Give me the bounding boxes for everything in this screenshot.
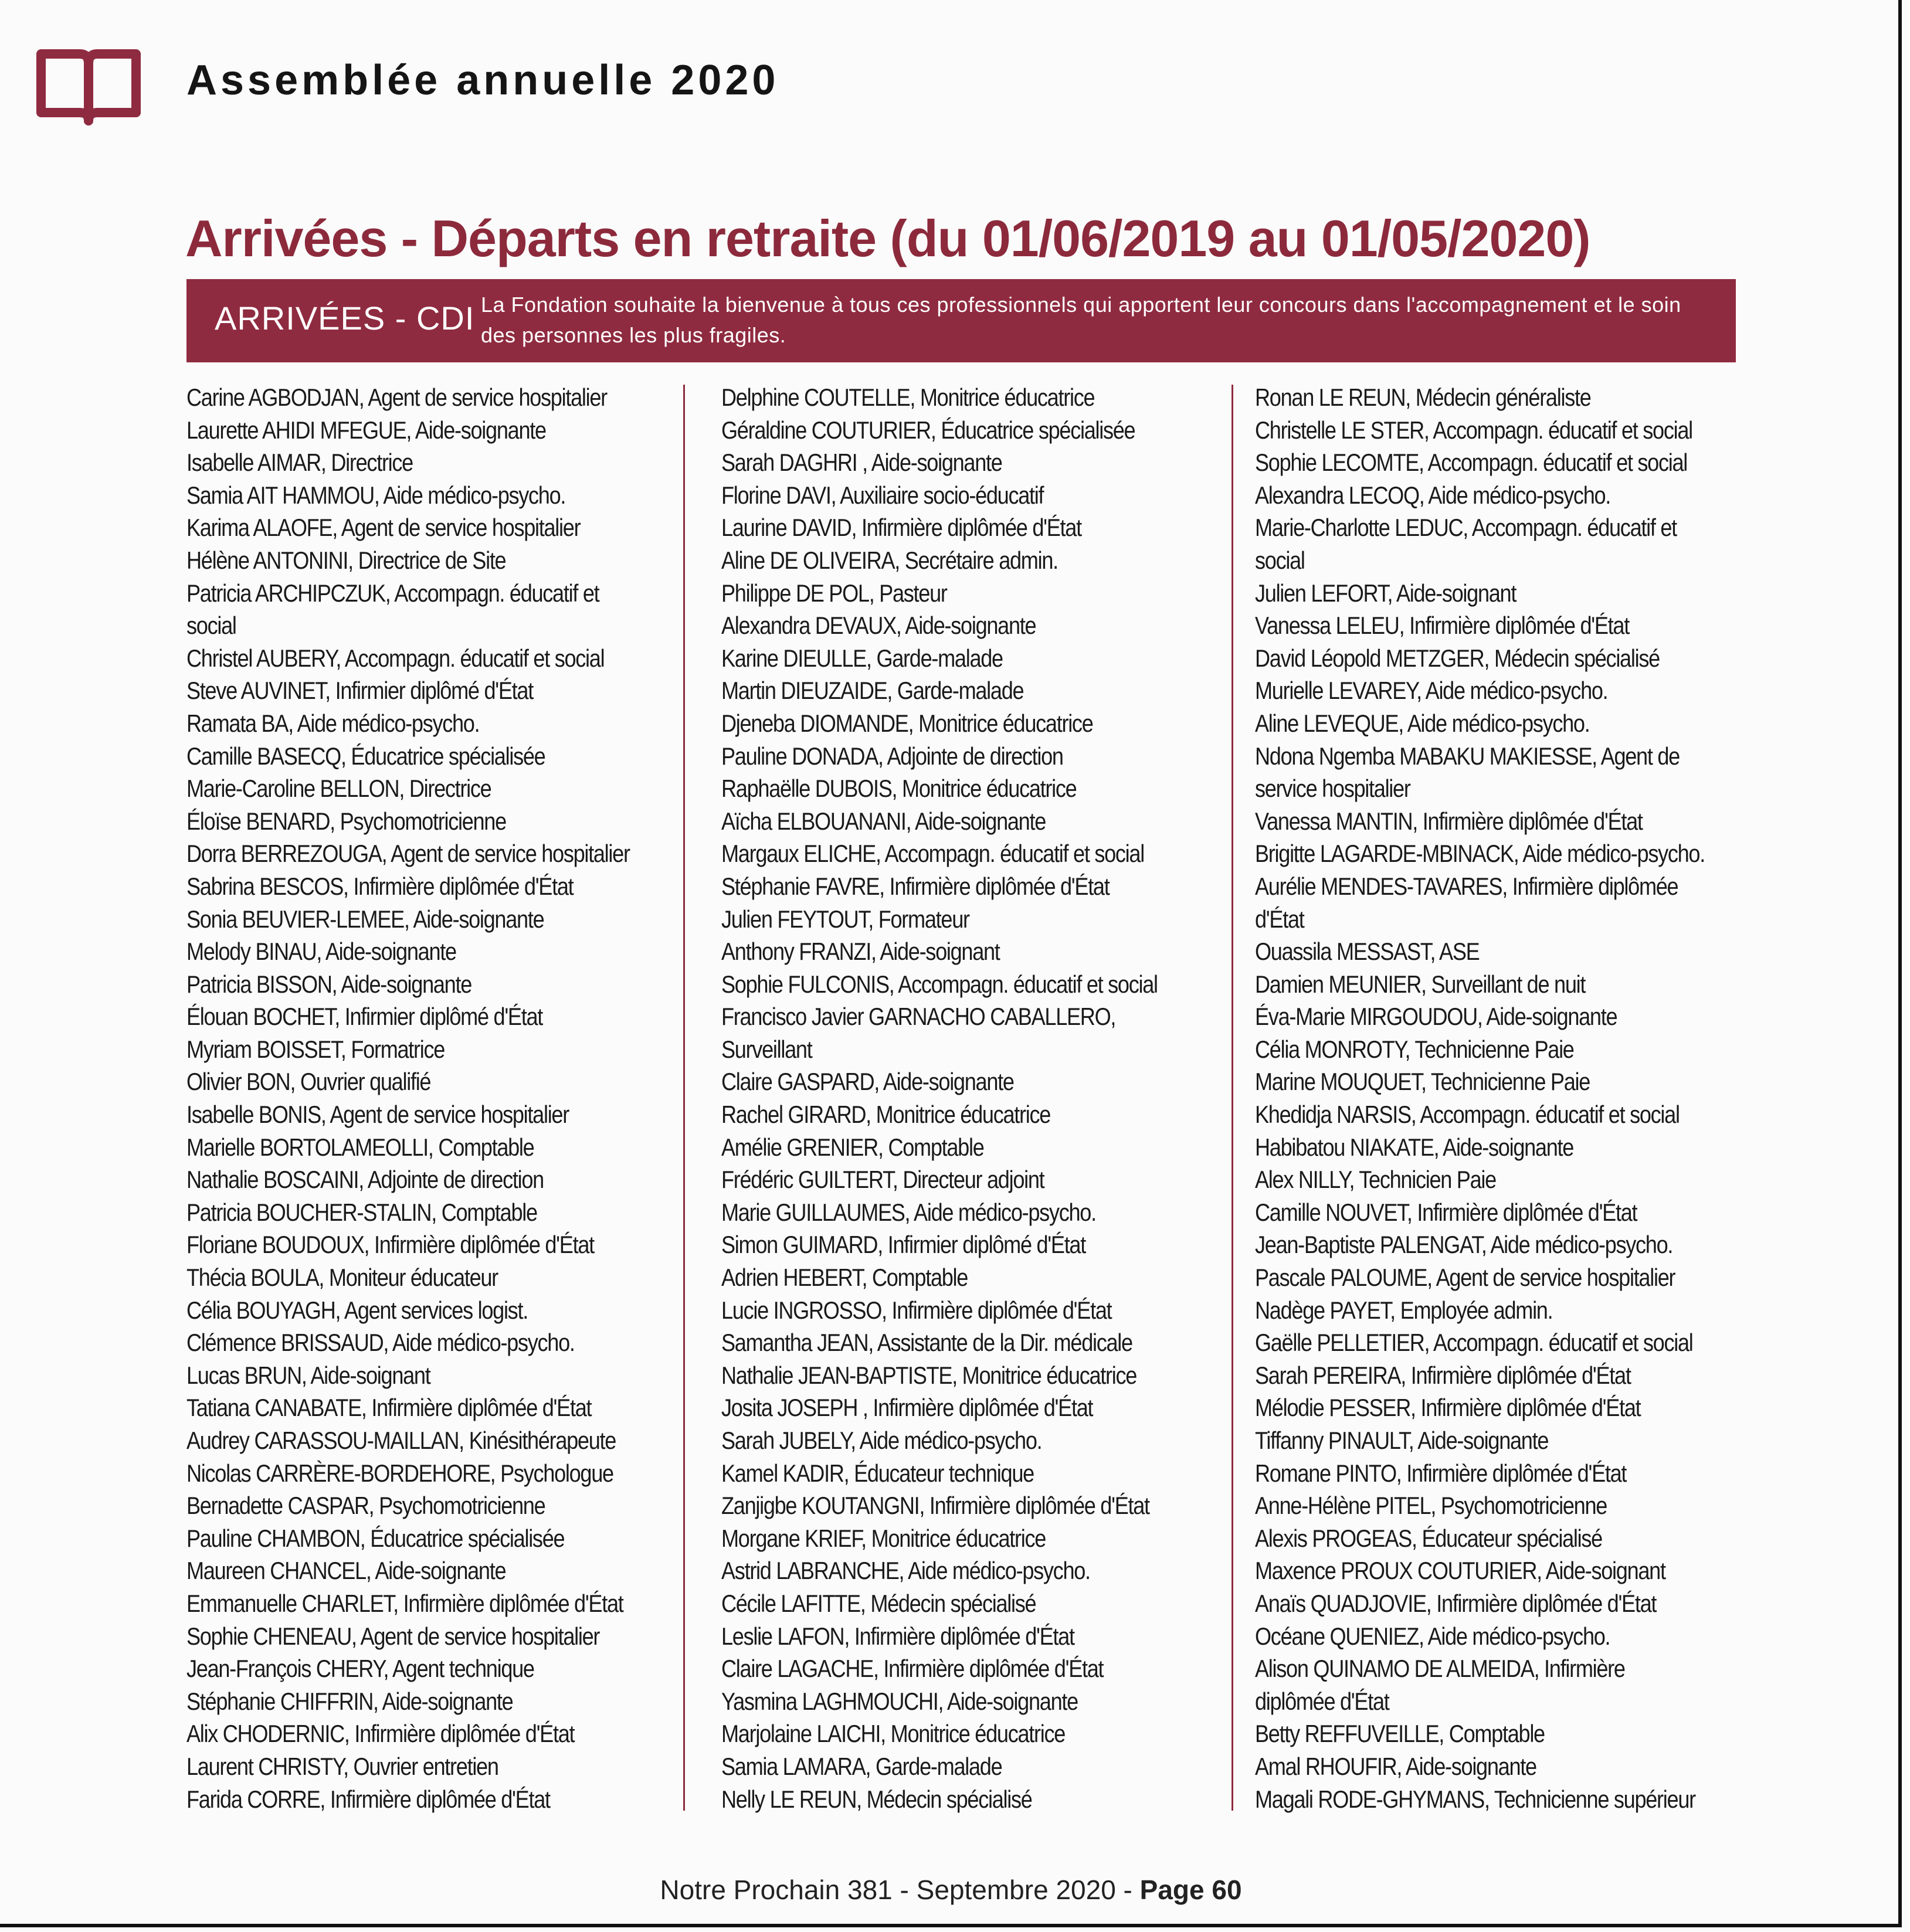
list-item — [721, 1163, 1208, 1196]
list-item — [1255, 1783, 1748, 1816]
names-column-3 — [1255, 381, 1748, 1815]
list-item-text: Jean-Baptiste PALENGAT, Aide médico-psycho. — [1255, 1231, 1673, 1259]
list-item-text: Cécile LAFITTE, Médecin spécialisé — [721, 1589, 1036, 1617]
list-item — [186, 935, 673, 968]
page-number: Page 60 — [1139, 1875, 1242, 1905]
list-item — [186, 544, 673, 577]
list-item-text: Anaïs QUADJOVIE, Infirmière diplômée d'État — [1255, 1589, 1657, 1617]
list-item-text: Lucie INGROSSO, Infirmière diplômée d'État — [721, 1296, 1112, 1324]
names-column-1 — [186, 381, 673, 1815]
list-item-text: Dorra BERREZOUGA, Agent de service hospitalier — [186, 840, 630, 868]
list-item-text: Rachel GIRARD, Monitrice éducatrice — [721, 1101, 1051, 1129]
list-item-text: Maxence PROUX COUTURIER, Aide-soignant — [1255, 1557, 1665, 1585]
list-item — [1255, 968, 1748, 1001]
list-item — [721, 1000, 1208, 1065]
list-item — [1255, 414, 1748, 447]
list-item-text: Camille BASECQ, Éducatrice spécialisée — [186, 742, 545, 770]
list-item — [721, 1685, 1208, 1718]
list-item-text: Stéphanie FAVRE, Infirmière diplômée d'État — [721, 872, 1110, 900]
list-item — [186, 1522, 673, 1555]
list-item-text: Zanjigbe KOUTANGNI, Infirmière diplômée d'État — [721, 1492, 1149, 1520]
list-item-text: Camille NOUVET, Infirmière diplômée d'État — [1255, 1198, 1637, 1226]
list-item-text: Pauline CHAMBON, Éducatrice spécialisée — [186, 1524, 565, 1552]
list-item — [186, 1131, 673, 1164]
list-item — [721, 870, 1208, 903]
list-item-text: Alexis PROGEAS, Éducateur spécialisé — [1255, 1524, 1602, 1552]
list-item — [186, 968, 673, 1001]
list-item-text: Habibatou NIAKATE, Aide-soignante — [1255, 1133, 1574, 1161]
list-item-text: Brigitte LAGARDE-MBINACK, Aide médico-psycho. — [1255, 840, 1705, 868]
list-item — [186, 740, 673, 773]
list-item-text: Betty REFFUVEILLE, Comptable — [1255, 1720, 1545, 1748]
footer-text: Notre Prochain 381 - Septembre 2020 - — [660, 1875, 1140, 1905]
list-item — [721, 935, 1208, 968]
list-item-text: Pauline DONADA, Adjointe de direction — [721, 742, 1063, 770]
list-item — [721, 903, 1208, 936]
list-item-text: Patricia BISSON, Aide-soignante — [186, 970, 472, 998]
list-item — [721, 805, 1208, 838]
list-item — [721, 1228, 1208, 1261]
list-item — [1255, 577, 1748, 610]
list-item — [721, 1489, 1208, 1522]
list-item — [721, 772, 1208, 805]
list-item — [1255, 1294, 1748, 1327]
list-item — [721, 511, 1208, 544]
list-item-text: Karine DIEULLE, Garde-malade — [721, 644, 1003, 672]
list-item-text: Laurette AHIDI MFEGUE, Aide-soignante — [186, 416, 546, 444]
list-item-text: Frédéric GUILTERT, Directeur adjoint — [721, 1166, 1044, 1194]
list-item-text: Olivier BON, Ouvrier qualifié — [186, 1068, 431, 1096]
list-item — [1255, 1065, 1748, 1098]
list-item-text: Kamel KADIR, Éducateur technique — [721, 1459, 1034, 1487]
list-item — [721, 381, 1208, 414]
list-item — [721, 1065, 1208, 1098]
list-item-text: Claire LAGACHE, Infirmière diplômée d'État — [721, 1655, 1104, 1683]
list-item — [186, 1000, 673, 1033]
list-item-text: Anne-Hélène PITEL, Psychomotricienne — [1255, 1492, 1607, 1520]
list-item-text: Clémence BRISSAUD, Aide médico-psycho. — [186, 1329, 575, 1357]
list-item-text: Vanessa LELEU, Infirmière diplômée d'État — [1255, 612, 1629, 640]
list-item — [186, 642, 673, 675]
list-item — [721, 544, 1208, 577]
list-item-text: Alex NILLY, Technicien Paie — [1255, 1166, 1496, 1194]
list-item-text: Simon GUIMARD, Infirmier diplômé d'État — [721, 1231, 1085, 1259]
list-item — [721, 740, 1208, 773]
list-item — [721, 1652, 1208, 1685]
list-item — [1255, 1163, 1748, 1196]
list-item — [721, 968, 1208, 1001]
list-item — [1255, 1554, 1748, 1587]
list-item-text: Sophie FULCONIS, Accompagn. éducatif et social — [721, 970, 1158, 998]
list-item-text: Damien MEUNIER, Surveillant de nuit — [1255, 970, 1586, 998]
list-item — [721, 1098, 1208, 1131]
list-item-text: Thécia BOULA, Moniteur éducateur — [186, 1264, 498, 1292]
list-item — [1255, 1717, 1748, 1750]
list-item — [1255, 1489, 1748, 1522]
list-item — [1255, 837, 1748, 870]
list-item-text: Surveillant — [721, 1035, 812, 1063]
list-item — [1255, 1391, 1748, 1424]
list-item — [721, 1717, 1208, 1750]
list-item-text: Vanessa MANTIN, Infirmière diplômée d'État — [1255, 807, 1643, 835]
list-item-text: Marielle BORTOLAMEOLLI, Comptable — [186, 1133, 534, 1161]
list-item-text: Jean-François CHERY, Agent technique — [186, 1655, 534, 1683]
list-item-text: Magali RODE-GHYMANS, Technicienne supérieur — [1255, 1785, 1695, 1813]
list-item-text: Laurine DAVID, Infirmière diplômée d'État — [721, 514, 1081, 542]
list-item — [721, 1750, 1208, 1783]
list-item — [1255, 1326, 1748, 1359]
list-item — [721, 1359, 1208, 1392]
list-item — [1255, 511, 1748, 576]
list-item — [1255, 1457, 1748, 1490]
list-item-text: Raphaëlle DUBOIS, Monitrice éducatrice — [721, 775, 1077, 803]
list-item-text: Audrey CARASSOU-MAILLAN, Kinésithérapeute — [186, 1427, 616, 1454]
list-item-text: Ronan LE REUN, Médecin généraliste — [1255, 383, 1591, 411]
list-item — [186, 1098, 673, 1131]
list-item-text: Alexandra LECOQ, Aide médico-psycho. — [1255, 481, 1611, 509]
list-item — [721, 577, 1208, 610]
list-item-text: Samia LAMARA, Garde-malade — [721, 1752, 1002, 1780]
list-item-text: Farida CORRE, Infirmière diplômée d'État — [186, 1785, 550, 1813]
list-item-text: Élouan BOCHET, Infirmier diplômé d'État — [186, 1003, 543, 1031]
list-item-text: Leslie LAFON, Infirmière diplômée d'État — [721, 1622, 1074, 1650]
list-item-text: Christelle LE STER, Accompagn. éducatif et social — [1255, 416, 1692, 444]
list-item-text: Aurélie MENDES-TAVARES, Infirmière diplômée — [1255, 872, 1678, 900]
list-item-text: Francisco Javier GARNACHO CABALLERO, — [721, 1003, 1116, 1031]
column-divider — [683, 385, 685, 1811]
list-item-text: Bernadette CASPAR, Psychomotricienne — [186, 1492, 545, 1520]
list-item-text: Aline DE OLIVEIRA, Secrétaire admin. — [721, 546, 1058, 574]
list-item-text: Samantha JEAN, Assistante de la Dir. médicale — [721, 1329, 1132, 1357]
list-item-text: Patricia BOUCHER-STALIN, Comptable — [186, 1198, 537, 1226]
names-column-2 — [721, 381, 1208, 1815]
page-footer — [0, 1874, 1902, 1906]
list-item-text: Patricia ARCHIPCZUK, Accompagn. éducatif et — [186, 579, 599, 607]
list-item — [186, 1424, 673, 1457]
list-item — [186, 674, 673, 707]
list-item-text: Ouassila MESSAST, ASE — [1255, 938, 1480, 966]
list-item — [186, 707, 673, 740]
list-item-text: Éloïse BENARD, Psychomotricienne — [186, 807, 506, 835]
list-item — [186, 1554, 673, 1587]
list-item-text: Géraldine COUTURIER, Éducatrice spécialisée — [721, 416, 1135, 444]
list-item-text: Florine DAVI, Auxiliaire socio-éducatif — [721, 481, 1044, 509]
list-item-text: Carine AGBODJAN, Agent de service hospitalier — [186, 383, 607, 411]
list-item-text: Claire GASPARD, Aide-soignante — [721, 1068, 1014, 1096]
banner-text: La Fondation souhaite la bienvenue à tous ces professionnels qui apportent leur concours dans l'accompagnement et le soin des personnes les plus fragiles. — [481, 293, 1681, 347]
list-item-text: Alix CHODERNIC, Infirmière diplômée d'État — [186, 1720, 575, 1748]
list-item — [721, 1587, 1208, 1620]
list-item-text: Pascale PALOUME, Agent de service hospitalier — [1255, 1264, 1675, 1292]
list-item-text: Christel AUBERY, Accompagn. éducatif et social — [186, 644, 605, 672]
list-item — [1255, 381, 1748, 414]
list-item — [1255, 1228, 1748, 1261]
column-divider — [1232, 385, 1233, 1811]
list-item — [1255, 1424, 1748, 1457]
list-item — [1255, 707, 1748, 740]
list-item — [186, 1033, 673, 1066]
list-item — [1255, 1359, 1748, 1392]
list-item — [1255, 935, 1748, 968]
list-item-text: Sonia BEUVIER-LEMEE, Aide-soignante — [186, 905, 544, 933]
list-item — [1255, 479, 1748, 512]
list-item — [721, 1294, 1208, 1327]
list-item — [186, 414, 673, 447]
list-item-text: Khedidja NARSIS, Accompagn. éducatif et social — [1255, 1101, 1680, 1129]
list-item-text: Tatiana CANABATE, Infirmière diplômée d'État — [186, 1394, 592, 1422]
list-item — [186, 1391, 673, 1424]
list-item-text: Lucas BRUN, Aide-soignant — [186, 1361, 430, 1389]
list-item — [721, 1261, 1208, 1294]
list-item-text: Laurent CHRISTY, Ouvrier entretien — [186, 1752, 498, 1780]
list-item-text: Nathalie BOSCAINI, Adjointe de direction — [186, 1166, 544, 1194]
list-item — [721, 479, 1208, 512]
list-item — [186, 1750, 673, 1783]
list-item-text: social — [186, 612, 236, 640]
list-item-text: Célia MONROTY, Technicienne Paie — [1255, 1035, 1574, 1063]
list-item-text: Nicolas CARRÈRE-BORDEHORE, Psychologue — [186, 1459, 613, 1487]
list-item — [721, 707, 1208, 740]
list-item — [186, 870, 673, 903]
list-item — [186, 772, 673, 805]
list-item — [1255, 446, 1748, 479]
list-item — [721, 1196, 1208, 1229]
list-item — [1255, 1587, 1748, 1620]
list-item — [186, 903, 673, 936]
list-item-text: Steve AUVINET, Infirmier diplômé d'État — [186, 677, 533, 705]
list-item-text: Djeneba DIOMANDE, Monitrice éducatrice — [721, 709, 1093, 737]
list-item — [1255, 805, 1748, 838]
header-title: Assemblée annuelle 2020 — [186, 57, 779, 104]
list-item-text: d'État — [1255, 905, 1304, 933]
list-item-text: Alexandra DEVAUX, Aide-soignante — [721, 612, 1036, 640]
list-item-text: Gaëlle PELLETIER, Accompagn. éducatif et social — [1255, 1329, 1693, 1357]
list-item-text: Astrid LABRANCHE, Aide médico-psycho. — [721, 1557, 1090, 1585]
list-item — [186, 1163, 673, 1196]
list-item-text: diplômée d'État — [1255, 1687, 1389, 1715]
list-item — [721, 1620, 1208, 1653]
list-item — [186, 1457, 673, 1490]
list-item — [1255, 870, 1748, 935]
list-item-text: Isabelle AIMAR, Directrice — [186, 449, 413, 477]
list-item-text: Emmanuelle CHARLET, Infirmière diplômée d'État — [186, 1589, 623, 1617]
list-item-text: Julien LEFORT, Aide-soignant — [1255, 579, 1517, 607]
list-item-text: Delphine COUTELLE, Monitrice éducatrice — [721, 383, 1095, 411]
list-item-text: Aïcha ELBOUANANI, Aide-soignante — [721, 807, 1046, 835]
list-item-text: Samia AIT HAMMOU, Aide médico-psycho. — [186, 481, 566, 509]
list-item — [186, 577, 673, 642]
list-item-text: Martin DIEUZAIDE, Garde-malade — [721, 677, 1024, 705]
list-item-text: Amal RHOUFIR, Aide-soignante — [1255, 1752, 1536, 1780]
list-item — [186, 1228, 673, 1261]
list-item — [186, 1196, 673, 1229]
list-item — [721, 642, 1208, 675]
list-item — [186, 1261, 673, 1294]
list-item-text: Nadège PAYET, Employée admin. — [1255, 1296, 1553, 1324]
list-item-text: Sophie CHENEAU, Agent de service hospitalier — [186, 1622, 600, 1650]
list-item-text: Yasmina LAGHMOUCHI, Aide-soignante — [721, 1687, 1078, 1715]
list-item — [186, 1652, 673, 1685]
list-item — [721, 609, 1208, 642]
list-item — [1255, 1750, 1748, 1783]
list-item — [1255, 1620, 1748, 1653]
list-item — [186, 1685, 673, 1718]
list-item — [1255, 1522, 1748, 1555]
list-item-text: Tiffanny PINAULT, Aide-soignante — [1255, 1427, 1549, 1454]
list-item-text: Sabrina BESCOS, Infirmière diplômée d'État — [186, 872, 574, 900]
list-item-text: Marjolaine LAICHI, Monitrice éducatrice — [721, 1720, 1066, 1748]
list-item — [721, 1391, 1208, 1424]
list-item-text: Éva-Marie MIRGOUDOU, Aide-soignante — [1255, 1003, 1617, 1031]
list-item — [186, 805, 673, 838]
list-item-text: Margaux ELICHE, Accompagn. éducatif et social — [721, 840, 1144, 868]
list-item-text: Ndona Ngemba MABAKU MAKIESSE, Agent de — [1255, 742, 1680, 770]
list-item — [186, 837, 673, 870]
list-item-text: Myriam BOISSET, Formatrice — [186, 1035, 445, 1063]
list-item-text: Adrien HEBERT, Comptable — [721, 1264, 968, 1292]
list-item — [1255, 740, 1748, 805]
list-item — [721, 446, 1208, 479]
list-item — [721, 674, 1208, 707]
list-item-text: Stéphanie CHIFFRIN, Aide-soignante — [186, 1687, 513, 1715]
list-item — [186, 1717, 673, 1750]
list-item — [1255, 1131, 1748, 1164]
list-item — [721, 1424, 1208, 1457]
list-item-text: Anthony FRANZI, Aide-soignant — [721, 938, 1000, 966]
list-item — [186, 479, 673, 512]
list-item-text: Célia BOUYAGH, Agent services logist. — [186, 1296, 528, 1324]
list-item-text: Nathalie JEAN-BAPTISTE, Monitrice éducatrice — [721, 1361, 1137, 1389]
list-item — [186, 1620, 673, 1653]
list-item — [186, 381, 673, 414]
list-item-text: Mélodie PESSER, Infirmière diplômée d'État — [1255, 1394, 1641, 1422]
list-item — [721, 1326, 1208, 1359]
list-item-text: David Léopold METZGER, Médecin spécialisé — [1255, 644, 1660, 672]
list-item-text: Marie GUILLAUMES, Aide médico-psycho. — [721, 1198, 1096, 1226]
list-item-text: Sarah JUBELY, Aide médico-psycho. — [721, 1427, 1042, 1454]
list-item-text: Marine MOUQUET, Technicienne Paie — [1255, 1068, 1590, 1096]
list-item-text: Hélène ANTONINI, Directrice de Site — [186, 546, 506, 574]
list-item-text: service hospitalier — [1255, 775, 1410, 803]
list-item — [1255, 609, 1748, 642]
list-item — [1255, 1033, 1748, 1066]
list-item — [1255, 674, 1748, 707]
list-item — [721, 1457, 1208, 1490]
list-item — [186, 1489, 673, 1522]
list-item — [721, 1783, 1208, 1816]
list-item-text: Nelly LE REUN, Médecin spécialisé — [721, 1785, 1032, 1813]
list-item-text: Sarah DAGHRI , Aide-soignante — [721, 449, 1002, 477]
banner-label: ARRIVÉES - CDI — [215, 300, 475, 337]
arrivals-banner — [186, 279, 1736, 362]
list-item — [1255, 642, 1748, 675]
list-item — [186, 1065, 673, 1098]
list-item — [721, 837, 1208, 870]
list-item-text: Marie-Charlotte LEDUC, Accompagn. éducatif et — [1255, 514, 1677, 542]
list-item-text: Aline LEVEQUE, Aide médico-psycho. — [1255, 709, 1590, 737]
list-item-text: social — [1255, 546, 1305, 574]
list-item-text: Romane PINTO, Infirmière diplômée d'État — [1255, 1459, 1627, 1487]
list-item — [721, 1522, 1208, 1555]
list-item — [186, 511, 673, 544]
list-item — [1255, 1261, 1748, 1294]
list-item — [1255, 1196, 1748, 1229]
list-item-text: Maureen CHANCEL, Aide-soignante — [186, 1557, 506, 1585]
list-item-text: Amélie GRENIER, Comptable — [721, 1133, 984, 1161]
list-item — [1255, 1000, 1748, 1033]
list-item-text: Philippe DE POL, Pasteur — [721, 579, 947, 607]
list-item — [721, 1131, 1208, 1164]
list-item-text: Julien FEYTOUT, Formateur — [721, 905, 969, 933]
list-item — [721, 414, 1208, 447]
list-item-text: Alison QUINAMO DE ALMEIDA, Infirmière — [1255, 1655, 1625, 1683]
list-item — [186, 446, 673, 479]
section-title: Arrivées - Départs en retraite (du 01/06/2019 au 01/05/2020) — [185, 209, 1590, 267]
list-item-text: Sophie LECOMTE, Accompagn. éducatif et social — [1255, 449, 1688, 477]
list-item-text: Sarah PEREIRA, Infirmière diplômée d'État — [1255, 1361, 1631, 1389]
list-item-text: Josita JOSEPH , Infirmière diplômée d'État — [721, 1394, 1093, 1422]
list-item-text: Océane QUENIEZ, Aide médico-psycho. — [1255, 1622, 1610, 1650]
list-item — [186, 1783, 673, 1816]
list-item — [186, 1359, 673, 1392]
list-item-text: Karima ALAOFE, Agent de service hospitalier — [186, 514, 581, 542]
list-item — [721, 1554, 1208, 1587]
list-item-text: Marie-Caroline BELLON, Directrice — [186, 775, 491, 803]
list-item — [186, 1294, 673, 1327]
list-item — [186, 1587, 673, 1620]
list-item — [1255, 1098, 1748, 1131]
list-item-text: Melody BINAU, Aide-soignante — [186, 938, 456, 966]
list-item-text: Floriane BOUDOUX, Infirmière diplômée d'État — [186, 1231, 594, 1259]
book-icon — [36, 48, 141, 127]
list-item-text: Ramata BA, Aide médico-psycho. — [186, 709, 480, 737]
list-item-text: Isabelle BONIS, Agent de service hospitalier — [186, 1101, 569, 1129]
list-item-text: Murielle LEVAREY, Aide médico-psycho. — [1255, 677, 1608, 705]
list-item — [1255, 1652, 1748, 1717]
list-item — [186, 1326, 673, 1359]
list-item-text: Morgane KRIEF, Monitrice éducatrice — [721, 1524, 1046, 1552]
